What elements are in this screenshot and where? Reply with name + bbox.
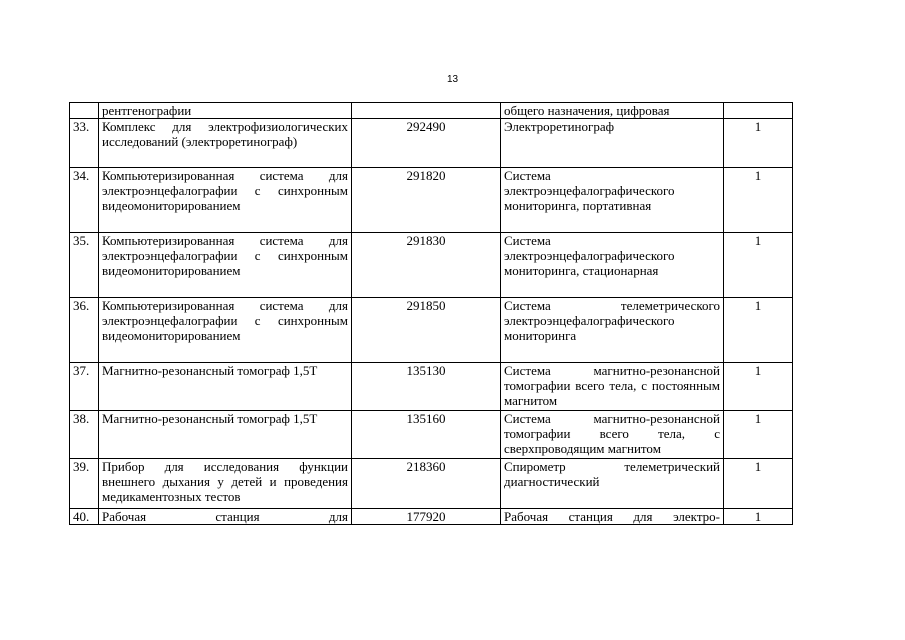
equipment-name: Прибор для исследования функции внешнего дыхания у детей и проведения медикаментозных тестов [99,459,352,509]
page-number: 13 [446,74,459,85]
equipment-code: 291850 [352,298,501,363]
equipment-code: 291820 [352,168,501,233]
equipment-code [352,103,501,119]
row-number [70,103,99,119]
equipment-type: Система магнитно-резонансной томографии всего тела, с постоянным магнитом [501,363,724,411]
equipment-code: 135130 [352,363,501,411]
equipment-type: Спирометр телеметрический диагностический [501,459,724,509]
equipment-quantity: 1 [724,363,793,411]
equipment-name: Магнитно-резонансный томограф 1,5Т [99,411,352,459]
equipment-quantity: 1 [724,168,793,233]
equipment-type: общего назначения, цифровая [501,103,724,119]
equipment-quantity: 1 [724,119,793,168]
table-row [70,459,793,509]
equipment-quantity: 1 [724,459,793,509]
equipment-quantity [724,103,793,119]
table-row [70,363,793,411]
row-number: 36. [70,298,99,363]
equipment-type: Система магнитно-резонансной томографии всего тела, с сверхпроводящим магнитом [501,411,724,459]
equipment-name: рентгенографии [99,103,352,119]
row-number: 40. [70,509,99,525]
equipment-type: Система телеметрического электроэнцефалографического мониторинга [501,298,724,363]
equipment-quantity: 1 [724,233,793,298]
equipment-name: Компьютеризированная система для электроэнцефалографии с синхронным видеомониторированием [99,168,352,233]
table-row [70,411,793,459]
table-row [70,233,793,298]
equipment-code: 291830 [352,233,501,298]
row-number: 38. [70,411,99,459]
equipment-name: Рабочая станция для [99,509,352,525]
row-number: 37. [70,363,99,411]
equipment-code: 177920 [352,509,501,525]
equipment-type: Рабочая станция для электро- [501,509,724,525]
equipment-name: Компьютеризированная система для электроэнцефалографии с синхронным видеомониторированием [99,298,352,363]
equipment-type: Электроретинограф [501,119,724,168]
table-row [70,103,793,119]
row-number: 39. [70,459,99,509]
equipment-code: 135160 [352,411,501,459]
table-row [70,119,793,168]
row-number: 34. [70,168,99,233]
equipment-name: Комплекс для электрофизиологических исследований (электроретинограф) [99,119,352,168]
equipment-name: Магнитно-резонансный томограф 1,5Т [99,363,352,411]
equipment-quantity: 1 [724,411,793,459]
table-row [70,509,793,525]
equipment-code: 218360 [352,459,501,509]
equipment-quantity: 1 [724,509,793,525]
row-number: 33. [70,119,99,168]
equipment-type: Система электроэнцефалографического мониторинга, стационарная [501,233,724,298]
equipment-code: 292490 [352,119,501,168]
equipment-type: Система электроэнцефалографического мониторинга, портативная [501,168,724,233]
table-row [70,298,793,363]
equipment-name: Компьютеризированная система для электроэнцефалографии с синхронным видеомониторированием [99,233,352,298]
equipment-table [69,102,793,525]
row-number: 35. [70,233,99,298]
equipment-quantity: 1 [724,298,793,363]
table-row [70,168,793,233]
